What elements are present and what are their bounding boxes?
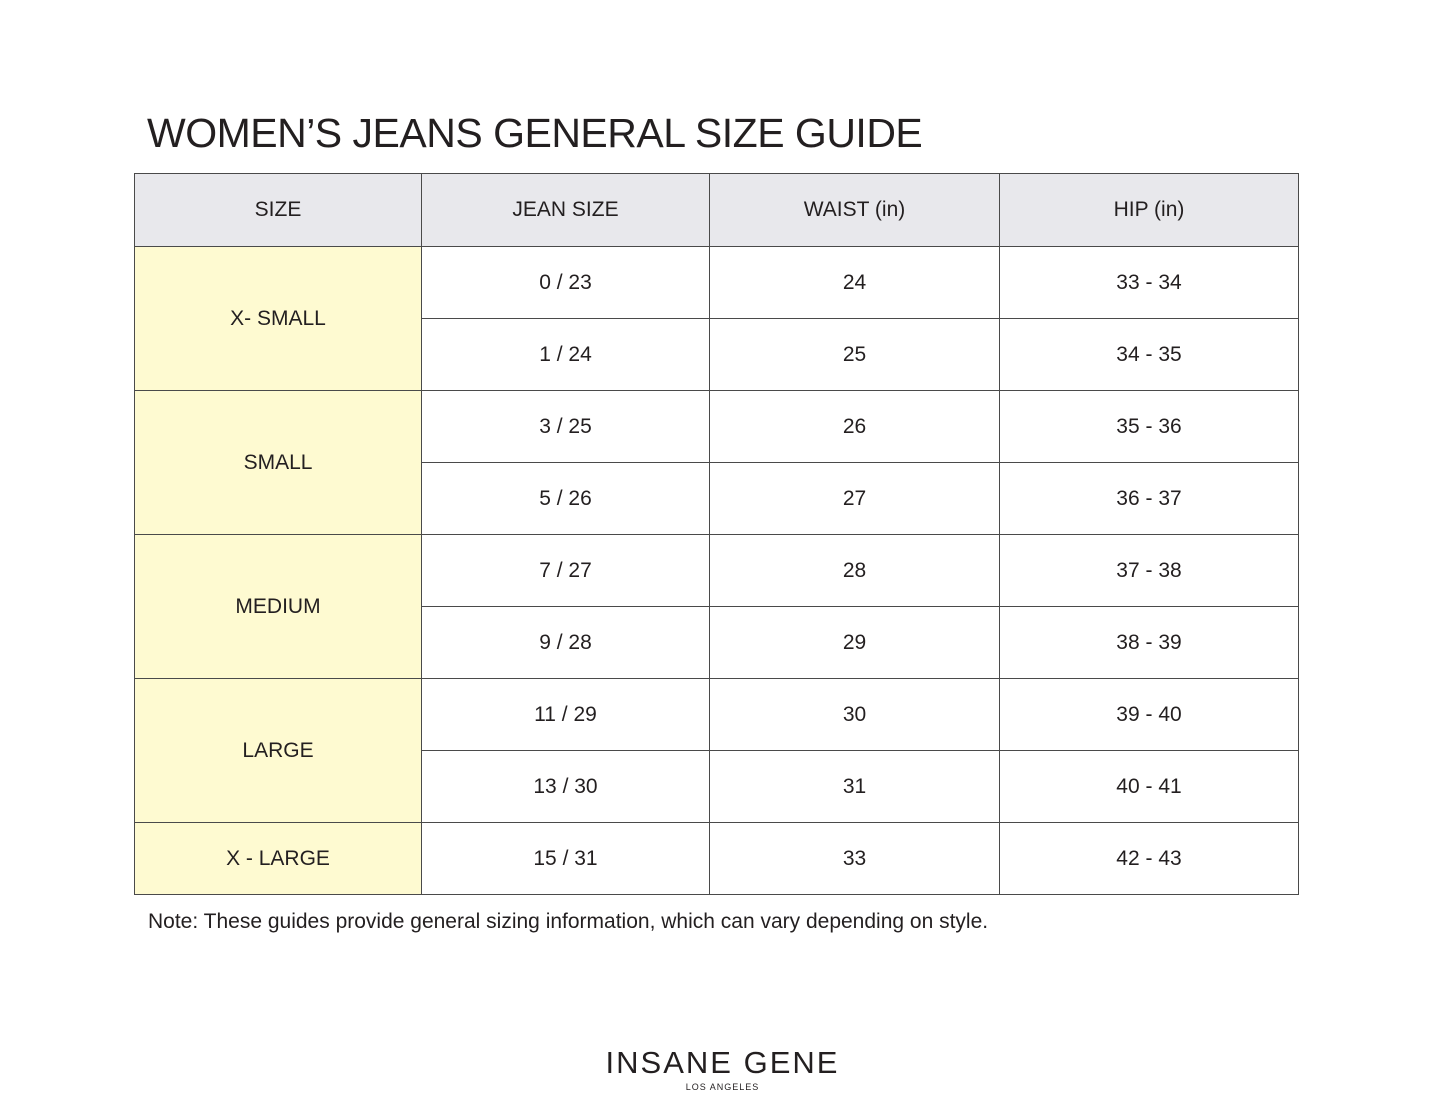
sizing-note: Note: These guides provide general sizing information, which can vary depending on style. [148, 910, 989, 933]
hip-cell: 34 - 35 [1000, 319, 1299, 391]
hip-cell: 35 - 36 [1000, 391, 1299, 463]
waist-cell: 25 [710, 319, 1000, 391]
header-size: SIZE [135, 174, 422, 247]
jean-size-cell: 13 / 30 [422, 751, 710, 823]
jean-size-cell: 0 / 23 [422, 247, 710, 319]
hip-cell: 42 - 43 [1000, 823, 1299, 895]
brand-location: LOS ANGELES [685, 1082, 760, 1092]
jean-size-cell: 3 / 25 [422, 391, 710, 463]
hip-cell: 38 - 39 [1000, 607, 1299, 679]
hip-cell: 40 - 41 [1000, 751, 1299, 823]
brand-name: INSANE GENE [605, 1045, 840, 1080]
jean-size-cell: 1 / 24 [422, 319, 710, 391]
hip-cell: 39 - 40 [1000, 679, 1299, 751]
size-guide-table [134, 173, 1299, 895]
header-hip: HIP (in) [1000, 174, 1299, 247]
waist-cell: 24 [710, 247, 1000, 319]
table-row [135, 679, 1299, 751]
size-label-small: SMALL [135, 391, 422, 535]
waist-cell: 30 [710, 679, 1000, 751]
jean-size-cell: 9 / 28 [422, 607, 710, 679]
size-label-large: LARGE [135, 679, 422, 823]
header-jean-size: JEAN SIZE [422, 174, 710, 247]
table-header-row [135, 174, 1299, 247]
jean-size-cell: 5 / 26 [422, 463, 710, 535]
size-label-x-small: X- SMALL [135, 247, 422, 391]
waist-cell: 27 [710, 463, 1000, 535]
header-waist: WAIST (in) [710, 174, 1000, 247]
waist-cell: 26 [710, 391, 1000, 463]
table-row [135, 391, 1299, 463]
size-label-medium: MEDIUM [135, 535, 422, 679]
page-title: WOMEN’S JEANS GENERAL SIZE GUIDE [147, 110, 923, 156]
hip-cell: 36 - 37 [1000, 463, 1299, 535]
table-row [135, 535, 1299, 607]
table-row [135, 823, 1299, 895]
jean-size-cell: 7 / 27 [422, 535, 710, 607]
size-label-x-large: X - LARGE [135, 823, 422, 895]
jean-size-cell: 15 / 31 [422, 823, 710, 895]
brand-logo [0, 1044, 1445, 1092]
waist-cell: 31 [710, 751, 1000, 823]
hip-cell: 37 - 38 [1000, 535, 1299, 607]
jean-size-cell: 11 / 29 [422, 679, 710, 751]
waist-cell: 29 [710, 607, 1000, 679]
waist-cell: 28 [710, 535, 1000, 607]
table-row [135, 247, 1299, 319]
hip-cell: 33 - 34 [1000, 247, 1299, 319]
waist-cell: 33 [710, 823, 1000, 895]
